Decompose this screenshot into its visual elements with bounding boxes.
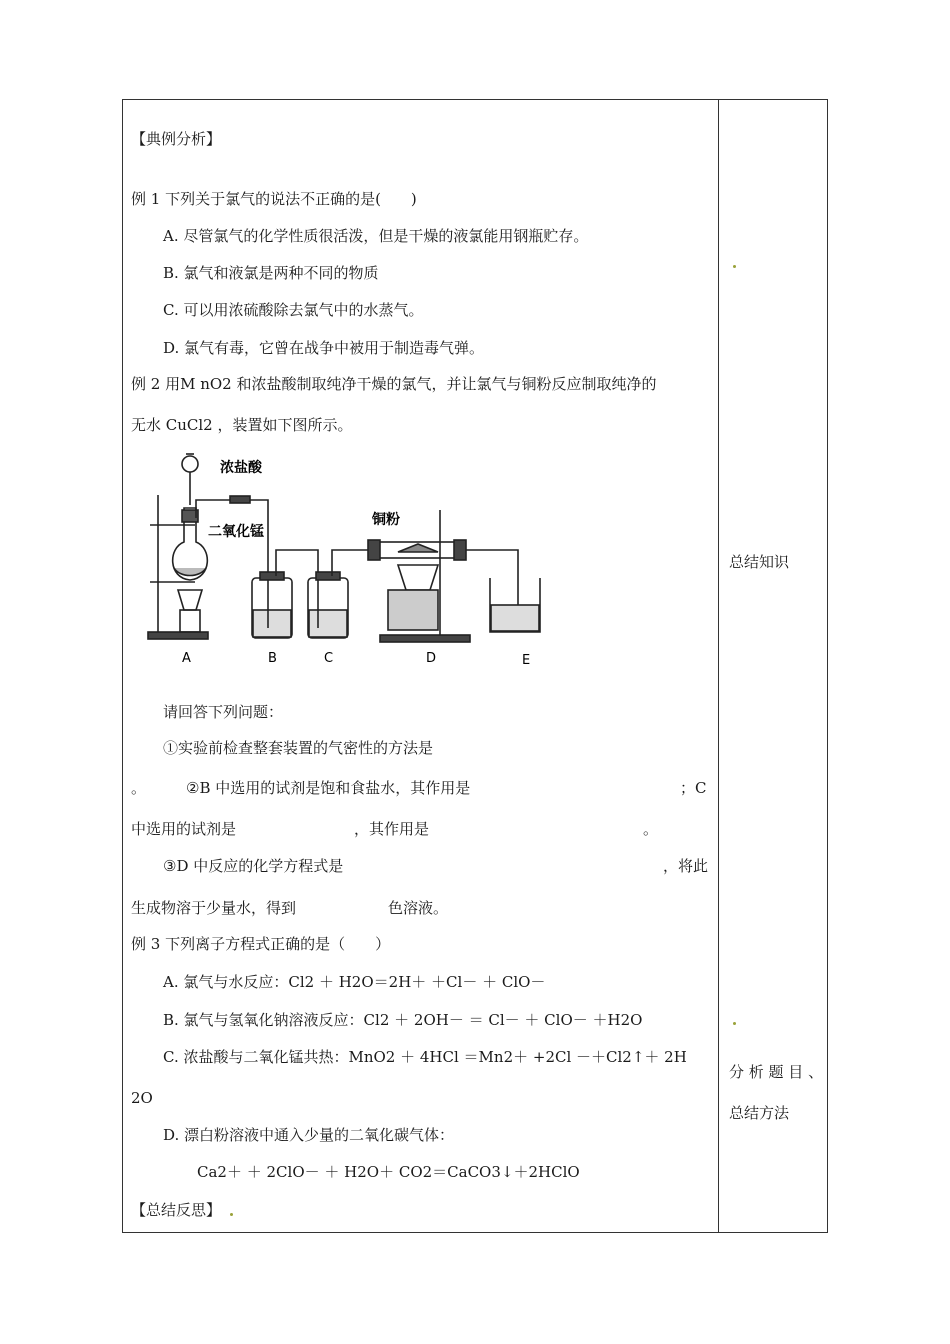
example-2-q2b-mid: ，其作用是: [354, 820, 430, 838]
example-2-q1-end: 。: [131, 779, 147, 797]
example-2-q2b-end: 。: [643, 820, 659, 838]
letter-d: D: [426, 651, 437, 666]
summary-heading: 【总结反思】: [131, 1201, 222, 1219]
example-3-option-d-equation: Ca2＋ ＋ 2ClO－ ＋ H2O＋ CO2＝CaCO3↓＋2HClO: [197, 1163, 580, 1181]
decorative-dot: [733, 1022, 736, 1025]
example-2-q2-sep: ；C: [680, 779, 707, 797]
decorative-dot: [733, 265, 736, 268]
side-analyze-problems: 分 析 题 目 、: [729, 1063, 824, 1081]
example-2-q2: ②B 中选用的试剂是饱和食盐水，其作用是: [186, 779, 471, 797]
example-1-option-c: C. 可以用浓硫酸除去氯气中的水蒸气。: [163, 301, 424, 319]
example-1-option-a: A. 尽管氯气的化学性质很活泼，但是干燥的液氯能用钢瓶贮存。: [163, 227, 589, 245]
example-1-option-b: B. 氯气和液氯是两种不同的物质: [163, 264, 379, 282]
label-acid: 浓盐酸: [220, 460, 262, 476]
example-2-q3: ③D 中反应的化学方程式是: [163, 857, 344, 875]
side-summarize-methods: 总结方法: [729, 1104, 790, 1122]
example-2-q3b: 生成物溶于少量水，得到: [131, 899, 297, 917]
letter-e: E: [522, 653, 531, 668]
letter-c: C: [324, 651, 334, 666]
letter-b: B: [268, 651, 277, 666]
example-2-q3-end: ，将此: [663, 857, 709, 875]
example-3-question: 例 3 下列离子方程式正确的是（ ）: [131, 935, 391, 953]
apparatus-figure: [140, 450, 560, 675]
example-3-option-d: D. 漂白粉溶液中通入少量的二氧化碳气体：: [163, 1126, 455, 1144]
example-1-option-d: D. 氯气有毒，它曾在战争中被用于制造毒气弹。: [163, 339, 485, 357]
example-1-question: 例 1 下列关于氯气的说法不正确的是( ): [131, 190, 417, 208]
label-mno2: 二氧化锰: [208, 524, 264, 540]
section-heading: 【典例分析】: [131, 130, 222, 148]
column-divider: [718, 99, 719, 1233]
example-2-q2b: 中选用的试剂是: [131, 820, 237, 838]
example-2-q3b-end: 色溶液。: [388, 899, 449, 917]
example-3-option-a: A. 氯气与水反应：Cl2 ＋ H2O＝2H＋ ＋Cl－ ＋ ClO－: [163, 973, 546, 991]
example-2-q1: ①实验前检查整套装置的气密性的方法是: [163, 739, 434, 757]
example-3-option-b: B. 氯气与氢氧化钠溶液反应：Cl2 ＋ 2OH－ ＝ Cl－ ＋ ClO－ ＋H2O: [163, 1011, 643, 1029]
example-3-option-c-cont: 2O: [131, 1089, 153, 1107]
example-2-ask: 请回答下列问题：: [163, 703, 284, 721]
letter-a: A: [182, 651, 191, 666]
example-3-option-c: C. 浓盐酸与二氧化锰共热：MnO2 ＋ 4HCl ＝Mn2＋ +2Cl －＋Cl2↑＋ 2H: [163, 1048, 687, 1066]
side-summarize-knowledge: 总结知识: [729, 553, 790, 571]
label-copper: 铜粉: [372, 512, 400, 528]
example-2-question-line1: 例 2 用M nO2 和浓盐酸制取纯净干燥的氯气，并让氯气与铜粉反应制取纯净的: [131, 375, 657, 393]
example-2-question-line2: 无水 CuCl2 ，装置如下图所示。: [131, 416, 353, 434]
decorative-dot: [230, 1213, 233, 1216]
